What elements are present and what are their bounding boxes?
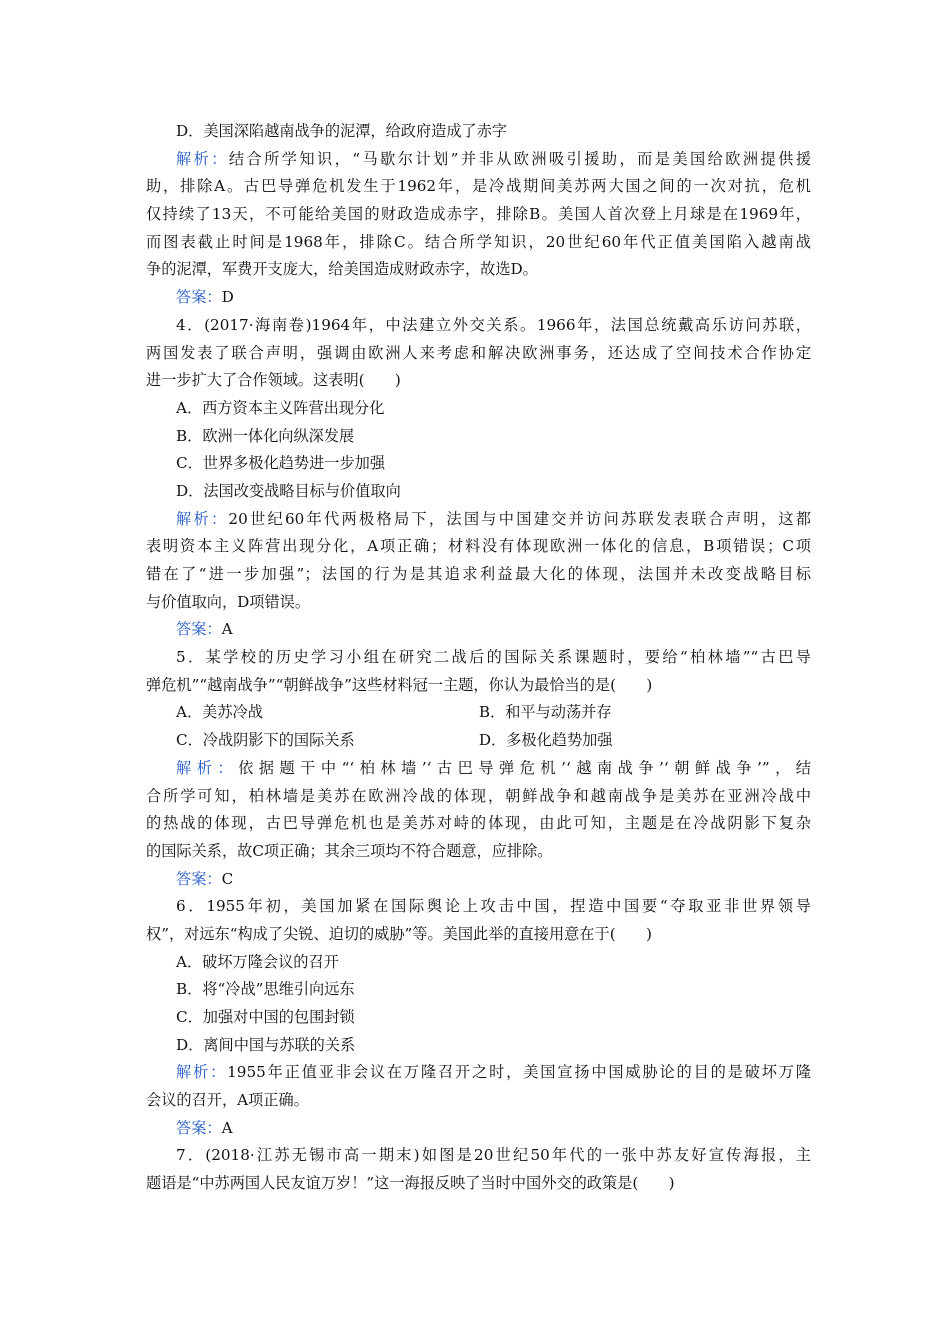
q4-analysis-line: 表明资本主义阵营出现分化，A项正确；材料没有体现欧洲一体化的信息，B项错误；C项	[146, 537, 811, 556]
q5-analysis-line: 的热战的体现，古巴导弹危机也是美苏对峙的体现，由此可知，主题是在冷战阴影下复杂	[146, 814, 811, 833]
q7-stem-line: 题语是“中苏两国人民友谊万岁！”这一海报反映了当时中国外交的政策是( )	[146, 1174, 675, 1193]
analysis-label: 解析：	[176, 758, 239, 777]
q5-answer	[146, 866, 811, 894]
q6-analysis-line: 解析：1955年正值亚非会议在万隆召开之时，美国宣扬中国威胁论的目的是破坏万隆	[176, 1063, 812, 1082]
q5-options-row	[146, 727, 811, 755]
q4-option-d: D．法国改变战略目标与价值取向	[176, 481, 401, 500]
q6-analysis-line: 会议的召开，A项正确。	[146, 1091, 309, 1110]
analysis-label: 解析：	[176, 1063, 228, 1082]
q4-answer	[146, 616, 811, 644]
answer-label: 答案：	[176, 288, 222, 307]
answer-label: 答案：	[176, 1118, 222, 1137]
analysis-label: 解析：	[176, 149, 229, 168]
q5-options-row	[146, 699, 811, 727]
q5-stem-line: 弹危机”“越南战争”“朝鲜战争”这些材料冠一主题，你认为最恰当的是( )	[146, 675, 653, 694]
q4-option-a: A．西方资本主义阵营出现分化	[176, 398, 385, 417]
q3-analysis-line: 仅持续了13天，不可能给美国的财政造成赤字，排除B。美国人首次登上月球是在1969年，	[146, 205, 811, 224]
q5-analysis-line: 合所学可知，柏林墙是美苏在欧洲冷战的体现，朝鲜战争和越南战争是美苏在亚洲冷战中	[146, 786, 811, 805]
answer-value: A	[221, 1118, 233, 1137]
answer-label: 答案：	[176, 869, 222, 888]
q6-option-a: A．破坏万隆会议的召开	[176, 952, 339, 971]
q6-option-d: D．离间中国与苏联的关系	[176, 1035, 356, 1054]
q4-analysis-line: 解析：20世纪60年代两极格局下，法国与中国建交并访问苏联发表联合声明，这都	[176, 509, 811, 528]
analysis-label: 解析：	[176, 509, 229, 528]
q7-stem-line: 7．(2018·江苏无锡市高一期末)如图是20世纪50年代的一张中苏友好宣传海报，主	[176, 1146, 811, 1165]
q5-option-b: B．和平与动荡并存	[478, 703, 612, 722]
q4-stem-line: 4．(2017·海南卷)1964年，中法建立外交关系。1966年，法国总统戴高乐访问苏联，	[176, 315, 811, 334]
q3-answer	[146, 284, 811, 312]
q4-analysis-line: 错在了“进一步加强”；法国的行为是其追求利益最大化的体现，法国并未改变战略目标	[146, 565, 811, 583]
q5-option-d: D．多极化趋势加强	[478, 731, 613, 750]
q6-stem-line: 6．1955年初，美国加紧在国际舆论上攻击中国，捏造中国要“夺取亚非世界领导	[176, 897, 811, 916]
q4-analysis-line: 与价值取向，D项错误。	[146, 592, 311, 611]
q5-option-c: C．冷战阴影下的国际关系	[176, 731, 355, 750]
q3-analysis-line: 争的泥潭，军费开支庞大，给美国造成财政赤字，故选D。	[146, 260, 538, 279]
q5-stem-line: 5．某学校的历史学习小组在研究二战后的国际关系课题时，要给“柏林墙”“古巴导	[176, 648, 811, 667]
answer-label: 答案：	[176, 620, 222, 639]
answer-value: D	[221, 288, 234, 307]
q3-analysis-line: 解析：结合所学知识，“马歇尔计划”并非从欧洲吸引援助，而是美国给欧洲提供援	[176, 149, 811, 168]
q4-stem-line: 进一步扩大了合作领域。这表明( )	[146, 371, 401, 390]
q5-option-a: A．美苏冷战	[176, 703, 263, 722]
q4-option-b: B．欧洲一体化向纵深发展	[176, 426, 355, 445]
answer-value: C	[221, 869, 234, 888]
q6-option-b: B．将“冷战”思维引向远东	[176, 980, 355, 999]
q6-stem-line: 权”，对远东“构成了尖锐、迫切的威胁”等。美国此举的直接用意在于( )	[146, 924, 652, 943]
q6-answer	[146, 1115, 811, 1143]
q3-option-d: D．美国深陷越南战争的泥潭，给政府造成了赤字	[176, 122, 508, 140]
q5-analysis-line: 解析：依据题干中“‘柏林墙’‘古巴导弹危机’‘越南战争’‘朝鲜战争’”，结	[176, 758, 811, 777]
q3-analysis-line: 助，排除A。古巴导弹危机发生于1962年，是冷战期间美苏两大国之间的一次对抗，危机	[146, 177, 811, 196]
answer-value: A	[221, 620, 233, 639]
q4-stem-line: 两国发表了联合声明，强调由欧洲人来考虑和解决欧洲事务，还达成了空间技术合作协定	[146, 343, 811, 362]
page-content	[146, 118, 811, 1198]
q5-analysis-line: 的国际关系，故C项正确；其余三项均不符合题意，应排除。	[146, 841, 553, 860]
q6-option-c: C．加强对中国的包围封锁	[176, 1008, 355, 1026]
q4-option-c: C．世界多极化趋势进一步加强	[176, 454, 386, 473]
q3-analysis-line: 而图表截止时间是1968年，排除C。结合所学知识，20世纪60年代正值美国陷入越南战	[146, 232, 811, 251]
